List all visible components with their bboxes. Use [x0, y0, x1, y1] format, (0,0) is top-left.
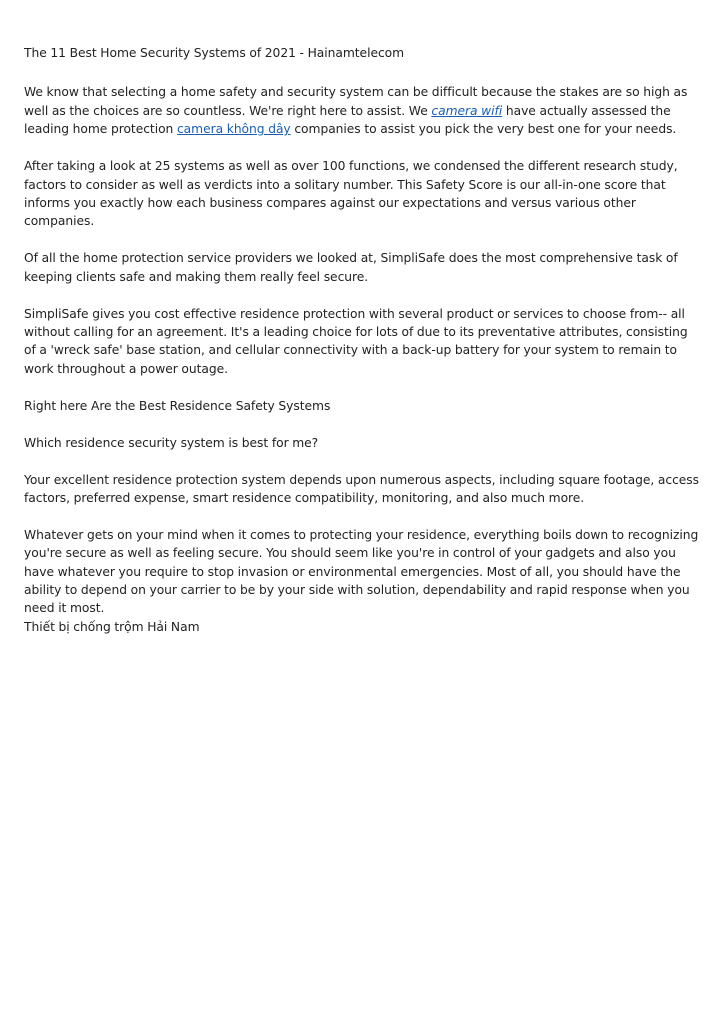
brand-tagline: Thiết bị chống trộm Hải Nam [24, 619, 200, 634]
paragraph-feeling-secure [24, 526, 700, 636]
paragraph-simplisafe-features: SimpliSafe gives you cost effective residence protection with several product or services to choose from-- all without calling for an agreement. It's a leading choice for lots of due to its preventative attributes, consisting of a 'wreck safe' base station, and cellular connectivity with a back-up battery for your system to remain to work throughout a power outage. [24, 306, 688, 376]
paragraph-intro-text-start: We know that selecting a home safety and security system can be difficult because the stakes are so high as well as the choices are so countless. We're right here to assist. We [24, 85, 688, 118]
camera-khong-day-link[interactable]: camera không dây [176, 122, 291, 137]
paragraph-feeling-secure-text: Whatever gets on your mind when it comes to protecting your residence, everything boils down to recognizing you're secure as well as feeling secure. You should seem like you're in control of your gadgets and also you have whatever you require to stop invasion or environmental emergencies. Most of all, you should have the ability to depend on your carrier to be by your side with solution, dependability and rapid response when you need it most. [24, 527, 699, 616]
paragraph-intro-text-end: companies to assist you pick the very best one for your needs. [290, 122, 677, 137]
heading-which-system: Which residence security system is best for me? [24, 435, 319, 450]
camera-wifi-link[interactable]: camera wifi [431, 103, 503, 118]
paragraph-considerations: Your excellent residence protection system depends upon numerous aspects, including square footage, access factors, preferred expense, smart residence compatibility, monitoring, and also much more. [24, 472, 700, 505]
document-title: The 11 Best Home Security Systems of 2021 - Hainamtelecom [24, 46, 405, 60]
heading-best-systems: Right here Are the Best Residence Safety Systems [24, 398, 331, 413]
paragraph-safety-score: After taking a look at 25 systems as well as over 100 functions, we condensed the different research study, factors to consider as well as verdicts into a solitary number. This Safety Score is our all-in-one score that informs you exactly how each business compares against our expectations and versus various other companies. [24, 159, 678, 229]
paragraph-simplisafe-overview: Of all the home protection service providers we looked at, SimpliSafe does the most comprehensive task of keeping clients safe and making them really feel secure. [24, 251, 678, 284]
paragraph-intro [24, 83, 700, 138]
document-page [24, 44, 700, 655]
paragraph-intro-text-middle: have actually assessed the leading home protection [24, 103, 671, 137]
